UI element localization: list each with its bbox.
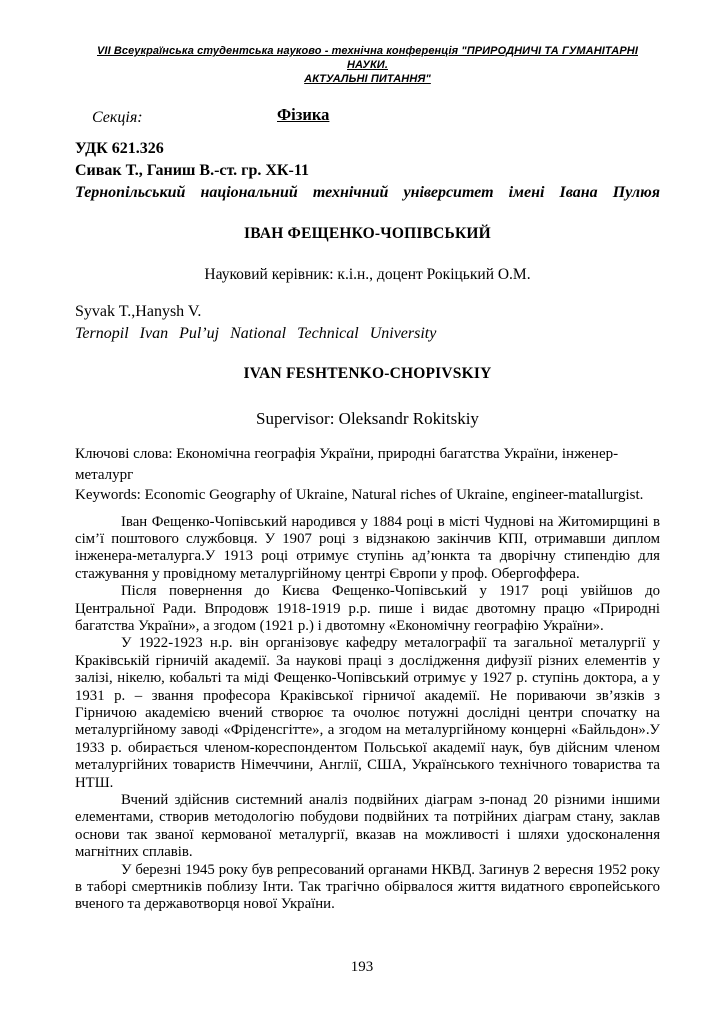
udk-block <box>75 138 660 204</box>
body-paragraph: Після повернення до Києва Фещенко-Чопівський у 1917 році увійшов до Центральної Ради. Впродовж 1918-1919 р.р. пише і видає двотомну працю «Природні багатства України», а згодом (1921 р.) і двотомну «Економічну географію України». <box>75 583 660 634</box>
article-body <box>75 514 660 914</box>
udk-code: УДК 621.326 <box>75 140 164 157</box>
body-paragraph: Вчений здійснив системний аналіз подвійних діаграм з-понад 20 різними іншими елементами, створив методологію побудови подвійних та потрійних діаграм стану, заклав основи так званої кермованої металургії, вказав на можливості і шляхи удосконалення магнітних сплавів. <box>75 792 660 861</box>
section-row <box>75 107 660 129</box>
section-label: Секція: <box>92 109 143 126</box>
english-authors-block <box>75 301 660 345</box>
conference-header <box>75 44 660 86</box>
page-number: 193 <box>350 959 374 975</box>
conference-header-line-1: VII Всеукраїнська студентська науково - технічна конференція "ПРИРОДНИЧІ ТА ГУМАНІТАРНІ НАУКИ. <box>96 45 638 71</box>
university-ukrainian: Тернопільський національний технічний університет імені Івана Пулюя <box>75 184 660 201</box>
conference-header-line-2: АКТУАЛЬНІ ПИТАННЯ" <box>304 73 431 85</box>
body-paragraph: Іван Фещенко-Чопівський народився у 1884 році в місті Чуднові на Житомирщині в сім’ї поштового службовця. У 1907 році з відзнакою закінчив КПІ, отримавши диплом інженера-металурга.У 1913 році отримує ступінь ад’юнкта та дворічну стипендію для стажування у провідному металургійному центрі Європи у проф. Обергоффера. <box>75 513 660 582</box>
university-english: Ternopil Ivan Pul’uj National Technical University <box>75 325 437 342</box>
body-paragraph: У березні 1945 року був репресований органами НКВД. Загинув 2 вересня 1952 року в таборі смертників поблизу Інти. Так трагічно обірвалося життя видатного європейського вченого та державотворця нової України. <box>75 861 660 913</box>
article-title-english: IVAN FESHTENKO-CHOPIVSKIY <box>243 365 492 382</box>
keywords-block <box>75 444 660 506</box>
authors-ukrainian: Сивак Т., Ганиш В.-ст. гр. ХК-11 <box>75 162 309 179</box>
keywords-english: Keywords: Economic Geography of Ukraine, Natural riches of Ukraine, engineer-matallurgist. <box>75 487 644 503</box>
supervisor-ukrainian: Науковий керівник: к.і.н., доцент Рокіцький О.М. <box>204 266 531 283</box>
article-title-ukrainian: ІВАН ФЕЩЕНКО-ЧОПІВСЬКИЙ <box>244 225 491 242</box>
authors-english: Syvak T.,Hanysh V. <box>75 303 202 320</box>
section-name: Фізика <box>277 105 330 124</box>
keywords-ukrainian: Ключові слова: Економічна географія України, природні багатства України, інженер-металург <box>75 446 619 483</box>
body-paragraph: У 1922-1923 н.р. він організовує кафедру металографії та загальної металургії у Краківській гірничій академії. За наукові праці з дослідження дифузії різних елементів у залізі, нікелю, кобальті та міді Фещенко-Чопівський отримує у 1927 р. ступінь доктора, а у 1931 р. – звання професора Краківської гірничої академії. Не пориваючи зв’язків з Гірничою академією вчений створює та очолює потужні дослідні центри спочатку на металургійному заводі «Фріденсгітте», а згодом на металургійному концерні «Байльдон».У 1933 р. обирається членом-кореспондентом Польської академії наук, був дійсним членом металургійних товариств Німеччини, Англії, США, Українського технічного товариства та НТШ. <box>75 635 660 791</box>
supervisor-english: Supervisor: Oleksandr Rokitskiy <box>256 409 479 428</box>
